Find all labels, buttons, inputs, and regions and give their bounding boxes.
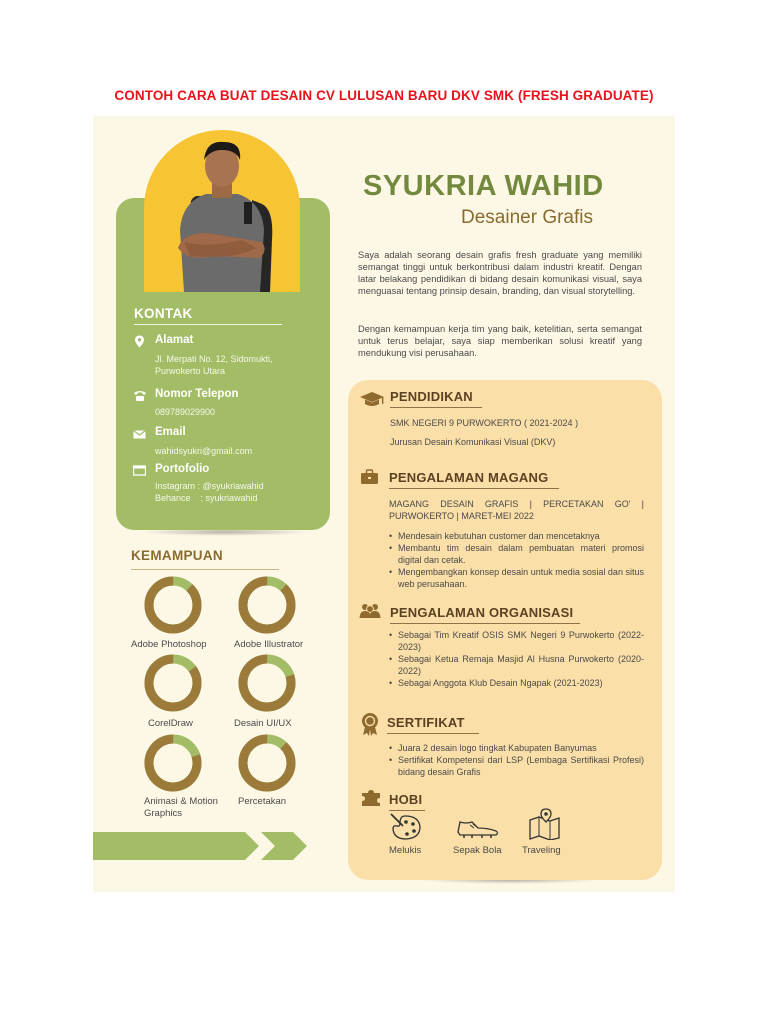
skill-label: CorelDraw: [148, 718, 193, 729]
certificate-heading: SERTIFIKAT: [387, 715, 465, 730]
list-item: • Sertifikat Kompetensi dari LSP (Lembaga Sertifikasi Profesi) bidang desain Grafis: [389, 754, 644, 778]
organization-list: [389, 629, 644, 689]
list-item: • Mendesain kebutuhan customer dan mencetaknya: [389, 530, 644, 542]
soccer-shoe-icon: [456, 816, 500, 840]
person-name: SYUKRIA WAHID: [363, 170, 604, 202]
list-item: • Sebagai Ketua Remaja Masjid Al Husna Purwokerto (2020-2022): [389, 653, 644, 677]
hobby-label: Melukis: [389, 845, 422, 856]
education-major: Jurusan Desain Komunikasi Visual (DKV): [390, 437, 556, 447]
organization-heading: PENGALAMAN ORGANISASI: [390, 605, 574, 620]
hobby-label: Traveling: [522, 845, 561, 856]
divider: [390, 623, 580, 624]
profile-photo: [144, 130, 300, 292]
skill-level-arc: [144, 576, 202, 634]
phone-text: 089789029900: [155, 407, 216, 417]
skill-level-arc: [238, 576, 296, 634]
email-title: Email: [155, 426, 186, 438]
skill-label: Desain UI/UX: [234, 718, 292, 729]
skill-label: Adobe Illustrator: [234, 639, 304, 650]
about-paragraph-1: Saya adalah seorang desain grafis fresh graduate yang memiliki semangat tinggi untuk berkontribusi dalam industri kreatif. Dengan latar belakang pendidikan di bidang desain komunikasi visual, saya menguasai tentang prinsip desain, branding, dan visual storytelling.: [358, 250, 642, 296]
skill-level-ring: [238, 734, 296, 792]
list-item: • Membantu tim desain dalam pembuatan materi promosi digital dan cetak.: [389, 542, 644, 566]
skill-level-arc: [238, 734, 296, 792]
skill-level-ring: [144, 654, 202, 712]
email-text: wahidsyukri@gmail.com: [155, 446, 253, 456]
education-school: SMK NEGERI 9 PURWOKERTO ( 2021-2024 ): [390, 418, 579, 428]
map-location-icon: [528, 808, 562, 840]
education-heading: PENDIDIKAN: [390, 389, 473, 404]
arrow-banner: [93, 832, 309, 860]
divider: [390, 407, 482, 408]
portfolio-text: Instagram : @syukriawahid Behance : syukriawahid: [155, 481, 264, 503]
hobby-heading: HOBI: [389, 792, 423, 807]
divider: [134, 324, 282, 325]
divider: [389, 488, 559, 489]
phone-icon: [133, 389, 147, 402]
skill-level-arc: [144, 734, 202, 792]
portfolio-icon: [133, 464, 146, 477]
internship-heading: PENGALAMAN MAGANG: [389, 470, 549, 485]
skill-level-arc: [144, 654, 202, 712]
skill-level-ring: [238, 654, 296, 712]
job-title: Desainer Grafis: [461, 207, 593, 228]
hobby-label: Sepak Bola: [453, 845, 502, 856]
internship-list: [389, 530, 644, 590]
about-paragraph-2: Dengan kemampuan kerja tim yang baik, ketelitian, serta semangat untuk terus belajar, saya siap memberikan solusi kreatif yang mendukung visi perusahaan.: [358, 324, 642, 358]
skill-label: Adobe Photoshop: [131, 639, 207, 650]
skill-level-arc: [238, 654, 296, 712]
skill-label: Percetakan: [238, 796, 287, 807]
certificate-list: [389, 742, 644, 778]
painting-palette-icon: [389, 812, 423, 842]
portfolio-title: Portofolio: [155, 463, 210, 475]
list-item: • Juara 2 desain logo tingkat Kabupaten Banyumas: [389, 742, 644, 754]
email-icon: [133, 428, 146, 441]
skills-heading: KEMAMPUAN: [131, 548, 223, 563]
skill-level-ring: [238, 576, 296, 634]
document-title: CONTOH CARA BUAT DESAIN CV LULUSAN BARU DKV SMK (FRESH GRADUATE): [114, 88, 654, 103]
skill-level-ring: [144, 576, 202, 634]
location-pin-icon: [133, 335, 146, 348]
address-text: Jl. Merpati No. 12, Sidomukti, Purwokerto Utara: [155, 354, 273, 376]
divider: [389, 810, 425, 811]
puzzle-icon: [361, 790, 381, 806]
skill-label: Animasi & Motion Graphics: [144, 796, 218, 819]
certificate-award-icon: [360, 712, 380, 736]
address-title: Alamat: [155, 334, 194, 346]
internship-title: MAGANG DESAIN GRAFIS | PERCETAKAN GO' | PURWOKERTO | MARET-MEI 2022: [389, 499, 644, 521]
divider: [387, 733, 479, 734]
skill-level-ring: [144, 734, 202, 792]
phone-title: Nomor Telepon: [155, 388, 239, 400]
list-item: • Mengembangkan konsep desain untuk media sosial dan situs web perusahaan.: [389, 566, 644, 590]
graduation-cap-icon: [359, 390, 385, 410]
people-group-icon: [359, 602, 381, 619]
divider: [131, 569, 279, 570]
list-item: • Sebagai Tim Kreatif OSIS SMK Negeri 9 Purwokerto (2022-2023): [389, 629, 644, 653]
list-item: • Sebagai Anggota Klub Desain Ngapak (2021-2023): [389, 677, 644, 689]
contact-heading: KONTAK: [134, 306, 193, 321]
briefcase-icon: [360, 469, 379, 485]
